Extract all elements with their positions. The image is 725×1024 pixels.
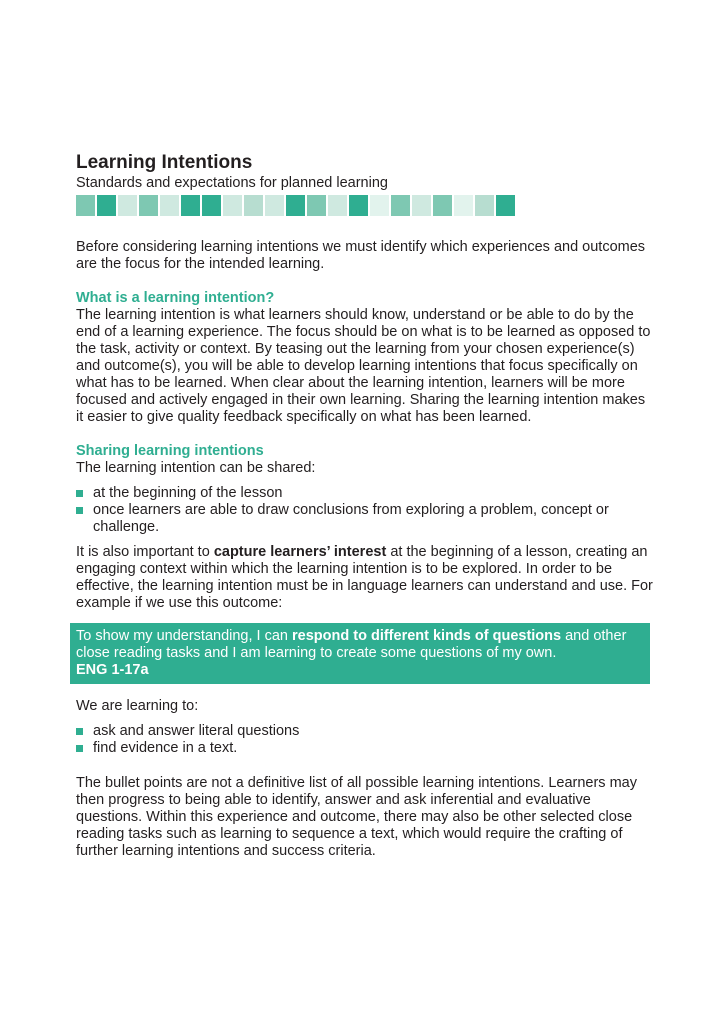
page-subtitle: Standards and expectations for planned learning xyxy=(76,175,388,191)
section-lead-sharing: The learning intention can be shared: xyxy=(76,460,316,476)
decorative-square-strip xyxy=(76,195,656,217)
capture-interest-paragraph xyxy=(76,544,656,612)
document-page xyxy=(76,152,656,860)
list-item xyxy=(76,740,656,757)
decorative-square xyxy=(160,195,179,216)
list-item-text: ask and answer literal questions xyxy=(93,723,300,739)
intro-paragraph: Before considering learning intentions we must identify which experiences and outcomes are the focus for the intended learning. xyxy=(76,239,646,272)
learning-bullet-list xyxy=(76,723,656,757)
decorative-square xyxy=(244,195,263,216)
list-item xyxy=(76,502,656,536)
square-bullet-icon xyxy=(76,507,83,514)
outcome-text-after: and other close reading tasks and I am learning to create some questions of my own. xyxy=(76,628,627,661)
decorative-square xyxy=(139,195,158,216)
list-item xyxy=(76,723,656,740)
list-item-text: find evidence in a text. xyxy=(93,740,238,756)
decorative-square xyxy=(181,195,200,216)
sharing-bullet-list xyxy=(76,485,656,536)
decorative-square xyxy=(265,195,284,216)
decorative-square xyxy=(412,195,431,216)
section-heading-what-is: What is a learning intention? xyxy=(76,290,275,306)
learning-lead: We are learning to: xyxy=(76,698,199,714)
capture-text-before: It is also important to xyxy=(76,544,214,560)
decorative-square xyxy=(328,195,347,216)
outcome-callout-box xyxy=(70,623,650,684)
outcome-code-text: ENG 1-17a xyxy=(76,662,149,678)
decorative-square xyxy=(433,195,452,216)
square-bullet-icon xyxy=(76,745,83,752)
decorative-square xyxy=(202,195,221,216)
outcome-text-before: To show my understanding, I can xyxy=(76,628,293,644)
list-item-text: at the beginning of the lesson xyxy=(93,485,283,501)
decorative-square xyxy=(391,195,410,216)
section-body-what-is: The learning intention is what learners should know, understand or be able to do by the end of a learning experience. The focus should be on what is to be learned as opposed to the task, activity or context. By teasing out the learning from your chosen experience(s) and outcome(s), you will be able to develop learning intentions that focus specifically on what has to be learned. When clear about the learning intention, learners will be more focused and actively engaged in their own learning. Sharing the learning intention makes it easier to give quality feedback specifically on what has been learned. xyxy=(76,307,651,425)
capture-text-after: at the beginning of a lesson, creating an engaging context within which the learning intention is to be explored. In order to be effective, the learning intention must be in language learners can understand and use. For example if we use this outcome: xyxy=(76,544,653,611)
list-item xyxy=(76,485,656,502)
decorative-square xyxy=(475,195,494,216)
page-title: Learning Intentions xyxy=(76,152,253,173)
decorative-square xyxy=(97,195,116,216)
list-item-text: once learners are able to draw conclusions from exploring a problem, concept or challenge. xyxy=(93,502,609,535)
section-heading-sharing: Sharing learning intentions xyxy=(76,443,264,459)
outcome-text-bold: respond to different kinds of questions xyxy=(292,628,562,644)
decorative-square xyxy=(454,195,473,216)
decorative-square xyxy=(118,195,137,216)
decorative-square xyxy=(76,195,95,216)
square-bullet-icon xyxy=(76,728,83,735)
capture-text-bold: capture learners’ interest xyxy=(213,544,387,560)
square-bullet-icon xyxy=(76,490,83,497)
decorative-square xyxy=(370,195,389,216)
outcome-statement xyxy=(76,628,650,662)
decorative-square xyxy=(307,195,326,216)
decorative-square xyxy=(286,195,305,216)
decorative-square xyxy=(349,195,368,216)
decorative-square xyxy=(496,195,515,216)
outcome-code xyxy=(76,662,650,679)
decorative-square xyxy=(223,195,242,216)
closing-paragraph: The bullet points are not a definitive list of all possible learning intentions. Learners may then progress to being able to identify, answer and ask inferential and evaluative questions. Within this experience and outcome, there may also be other selected close reading tasks such as learning to sequence a text, which would require the crafting of further learning intentions and success criteria. xyxy=(76,775,637,859)
